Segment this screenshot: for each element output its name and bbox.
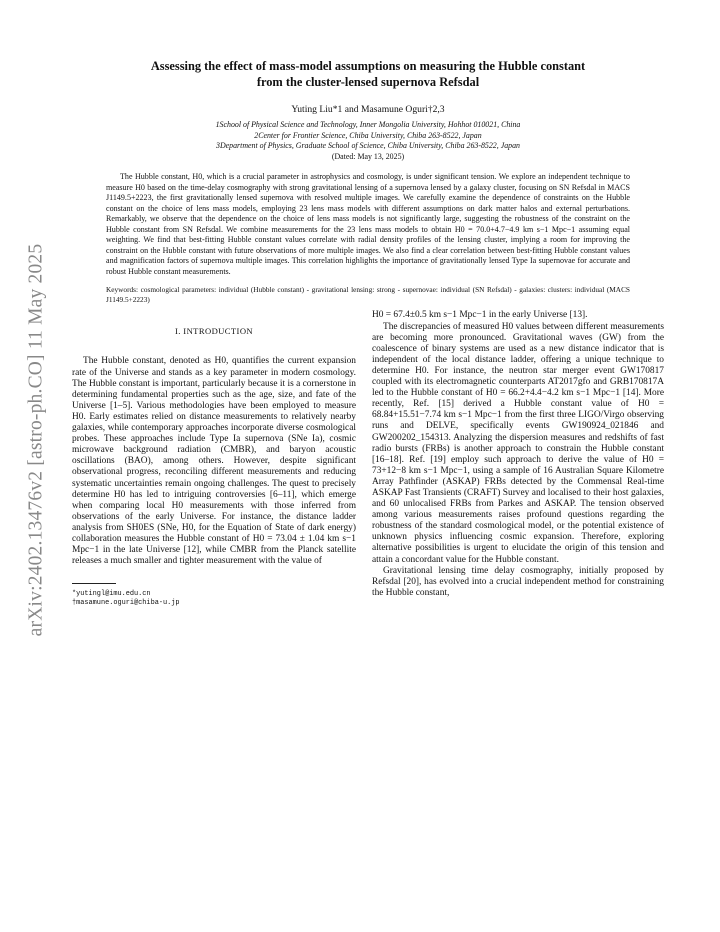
affiliations <box>72 120 664 152</box>
intro-paragraph-3: Gravitational lensing time delay cosmography, initially proposed by Refsdal [20], has evolved into a crucial independent method for constraining the Hubble constant, <box>372 565 664 598</box>
paper-page <box>72 58 664 796</box>
two-column-body <box>72 310 664 796</box>
right-column <box>372 310 664 598</box>
affiliation-3: 3Department of Physics, Graduate School of Science, Chiba University, Chiba 263-8522, Japan <box>216 141 520 150</box>
left-column <box>72 316 356 608</box>
title-line-2: from the cluster-lensed supernova Refsdal <box>256 75 480 89</box>
arxiv-identifier-stamp <box>20 220 52 660</box>
intro-paragraph-2: The discrepancies of measured H0 values between different measurements are becoming more pronounced. Gravitational waves (GW) from the coalescence of binary systems are used as a new distance indicator that is independent of the local distance ladder, offering a unique technique to determine H0. For instance, the neutron star merger event GW170817 coupled with its electromagnetic counterparts AT2017gfo and GRB170817A led to the Hubble constant of H0 = 66.2+4.4−4.2 km s−1 Mpc−1 [14]. More recently, Ref. [15] derived a Hubble constant value of H0 = 68.84+15.51−7.74 km s−1 Mpc−1 from the first three LIGO/Virgo observing runs and DELVE, specifically events GW190924_021846 and GW200202_154313. Analyzing the dispersion measures and redshifts of fast radio bursts (FRBs) is another approach to constrain the Hubble constant [16–18]. Ref. [19] employ such approach to derive the value of H0 = 73+12−8 km s−1 Mpc−1, using a sample of 16 Australian Square Kilometre Array Pathfinder (ASKAP) FRBs detected by the Commensal Real-time ASKAP Fast Transients (CRAFT) Survey and localised to their host galaxies, and 60 unlocalised FRBs from Parkes and ASKAP. The tension observed among various measurements raises profound questions regarding the robustness of the standard cosmological model, or the potential existence of unknown physics influencing cosmic expansion. Therefore, exploring alternative possibilities is urgent to elucidate the origin of this tension and attain a concordant value for the Hubble constant. <box>372 321 664 565</box>
footnote-rule <box>72 583 116 584</box>
footnote-email-1: *yutingl@imu.edu.cn <box>72 590 151 599</box>
section-heading: I. INTRODUCTION <box>174 326 254 337</box>
title-line-1: Assessing the effect of mass-model assumptions on measuring the Hubble constant <box>150 59 586 73</box>
affiliation-1: 1School of Physical Science and Technology, Inner Mongolia University, Hohhot 010021, China <box>215 120 521 129</box>
keywords: Keywords: cosmological parameters: individual (Hubble constant) - gravitational lensing: strong - supernovae: individual (SN Refsdal) - galaxies: clusters: individual (MACS J1149.5+2223) <box>106 285 630 304</box>
paper-title <box>72 58 664 90</box>
abstract: The Hubble constant, H0, which is a crucial parameter in astrophysics and cosmology, is under significant tension. We explore an independent technique to measure H0 based on the time-delay cosmography with strong gravitational lensing of a supernova lensed by a galaxy cluster, focusing on SN Refsdal in MACS J1149.5+2223, the first gravitationally lensed supernova with resolved multiple images. We carefully examine the dependence of constraints on the Hubble constant on the choice of lens mass models, employing 23 lens mass models with different assumptions on dark matter halos and external perturbations. Remarkably, we observe that the dependence on the choice of lens mass models is not significantly large, suggesting the robustness of the constraint on the Hubble constant from SN Refsdal. We combine measurements for the 23 lens mass models to obtain H0 = 70.0+4.7−4.9 km s−1 Mpc−1 assuming equal weighting. We find that best-fitting Hubble constant values correlate with radial density profiles of the lensing cluster, implying a room for improving the constraint on the Hubble constant with future observations of more multiple images. We also find a clear correlation between best-fitting Hubble constant values and magnification factors of supernova multiple images. This correlation highlights the importance of gravitationally lensed Type Ia supernovae for accurate and robust Hubble constant measurements. <box>106 172 630 276</box>
affiliation-2: 2Center for Frontier Science, Chiba University, Chiba 263-8522, Japan <box>254 130 482 140</box>
author-list: Yuting Liu*1 and Masamune Oguri†2,3 <box>291 104 445 115</box>
dated-line: (Dated: May 13, 2025) <box>331 151 405 161</box>
intro-paragraph-1: The Hubble constant, denoted as H0, quantifies the current expansion rate of the Universe and stands as a key parameter in modern cosmology. The Hubble constant is important, particularly because it is a cornerstone in determining fundamental properties such as the age, size, and fate of the Universe [1–5]. Various methodologies have been employed to measure H0. Early estimates relied on distance measurements to relatively nearby galaxies, while contemporary approaches incorporate diverse cosmological probes. These approaches include Type Ia supernova (SNe Ia), cosmic microwave background radiation (CMBR), and baryon acoustic oscillations (BAO), among others. However, despite significant observational progress, reconciling different measurements and reducing systematic uncertainties remain ongoing challenges. The quest to precisely determine H0 has led to intriguing controversies [6–11], which emerge when comparing local H0 measurements with those inferred from observations of the early Universe. For instance, the distance ladder analysis from SH0ES (SNe, H0, for the Equation of State of dark energy) collaboration measures the Hubble constant of H0 = 73.04 ± 1.04 km s−1 Mpc−1 in the late Universe [12], while CMBR from the Planck satellite releases a much smaller and tighter measurement with the value of <box>72 356 356 567</box>
arxiv-id-text: arXiv:2402.13476v2 [astro-ph.CO] 11 May 2025 <box>25 243 46 637</box>
footnote-email-2: †masamune.oguri@chiba-u.jp <box>72 599 180 608</box>
intro-paragraph-continued: H0 = 67.4±0.5 km s−1 Mpc−1 in the early Universe [13]. <box>372 310 588 321</box>
